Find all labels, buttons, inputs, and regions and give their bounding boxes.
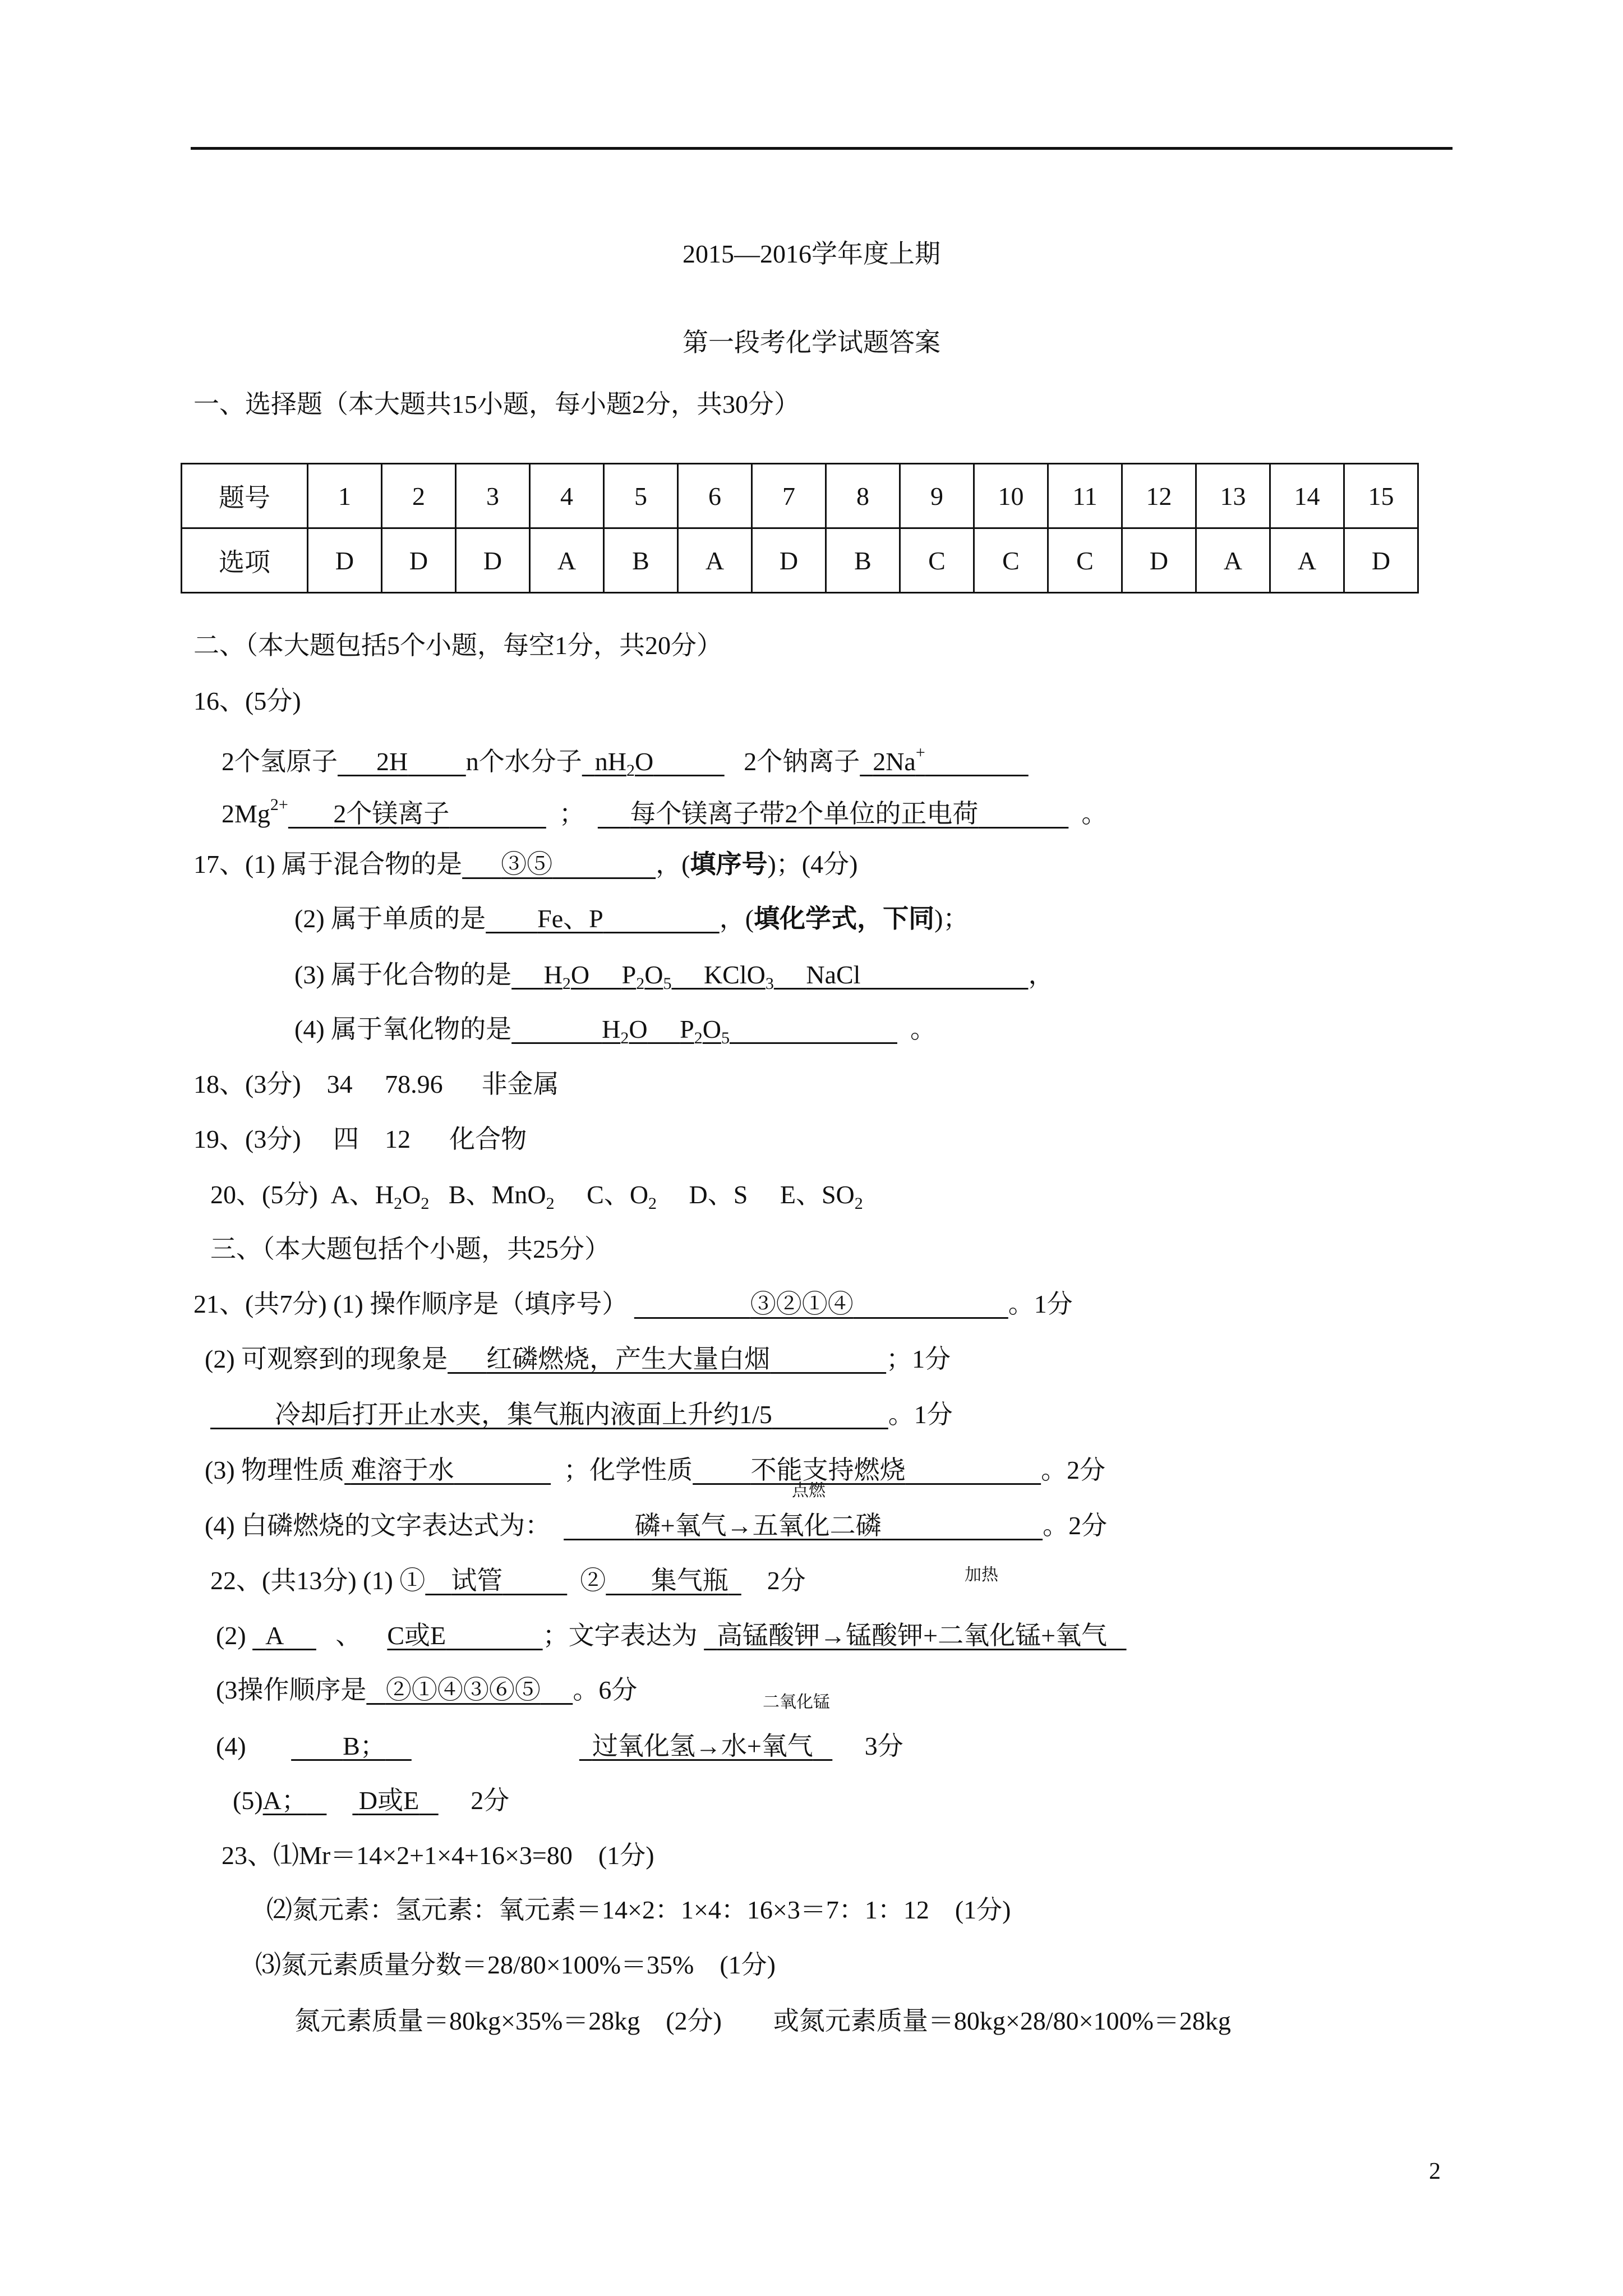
q22-line2 [216, 1623, 1127, 1649]
q16-line1 [222, 744, 1029, 779]
text: ；1分 [886, 1345, 951, 1373]
subscript: 2 [620, 1029, 629, 1047]
superscript: + [915, 743, 925, 762]
bold-text: 填序号 [690, 850, 768, 878]
q22-5-answer-a [263, 1786, 327, 1815]
table-cell: C [900, 528, 974, 593]
q21-line1 [193, 1291, 1073, 1317]
q17-line2 [294, 906, 969, 932]
row-label-answer: 选项 [182, 528, 308, 593]
answer-text: 集气瓶 [651, 1566, 728, 1595]
answer-text: O [634, 747, 654, 776]
answer-text: 过氧化氢→水+氧气 [592, 1732, 813, 1760]
q23-line2: ⑵氮元素：氢元素：氧元素＝14×2：1×4：16×3＝7：1：12 (1分) [266, 1895, 1011, 1924]
q17-4-answer [511, 1015, 897, 1047]
q18-answer-c: 非金属 [481, 1070, 559, 1098]
q17-1-answer [462, 850, 656, 878]
table-cell: C [1048, 528, 1122, 593]
q20-a: O [402, 1180, 421, 1209]
q17-3-prompt: (3) 属于化合物的是 [294, 960, 512, 989]
table-row-numbers [182, 464, 1418, 528]
table-cell: 15 [1344, 464, 1418, 528]
q16-a-answer [338, 747, 466, 776]
subscript: 2 [546, 1194, 555, 1213]
q20-e: E、SO [780, 1180, 855, 1209]
q19-answer-b: 12 [385, 1125, 411, 1153]
q21-4-answer [344, 1456, 551, 1484]
q21-line4 [205, 1457, 1105, 1483]
q22-line1 [210, 1568, 806, 1594]
q23-line3: ⑶氮元素质量分数＝28/80×100%＝35% (1分) [255, 1950, 776, 1979]
q16-c-answer [860, 743, 1029, 776]
table-cell: A [678, 528, 752, 593]
answer-text: nH [594, 747, 626, 776]
reaction-condition-heat: 加热 [965, 1566, 998, 1584]
text: ② [580, 1566, 606, 1595]
answer-text: 红磷燃烧，产生大量白烟 [486, 1345, 771, 1373]
q16-d-answer2 [598, 799, 1069, 828]
table-cell: 1 [308, 464, 382, 528]
answer-text: 2个镁离子 [333, 799, 450, 828]
table-cell: A [1270, 528, 1344, 593]
superscript: 2+ [270, 795, 288, 814]
table-cell: 8 [826, 464, 900, 528]
table-cell: 11 [1048, 464, 1122, 528]
formula: O [570, 960, 590, 989]
subscript: 2 [562, 974, 571, 993]
table-cell: 10 [974, 464, 1048, 528]
text: ；化学性质 [564, 1456, 693, 1484]
table-cell: 14 [1270, 464, 1344, 528]
q22-line5 [233, 1788, 509, 1814]
q22-2-answer-a [252, 1621, 316, 1650]
q16-b-prompt: n个水分子 [465, 747, 582, 776]
section2-heading: 二、（本大题包括5个小题，每空1分，共20分） [193, 631, 722, 660]
answer-text: ③②①④ [750, 1290, 854, 1318]
q21-line5 [205, 1513, 1107, 1539]
q22-2-answer-eq [704, 1621, 1126, 1650]
q22-3-answer [366, 1676, 573, 1704]
formula: O [629, 1015, 648, 1043]
formula: H [543, 960, 562, 989]
page-number: 2 [1429, 2159, 1441, 2184]
formula: P [680, 1015, 694, 1043]
text: )； [934, 904, 969, 933]
q22-4-answer-a [291, 1732, 412, 1760]
q21-3-prompt: (3) 物理性质 [205, 1456, 345, 1484]
table-cell: 3 [456, 464, 530, 528]
subscript: 2 [636, 974, 645, 993]
table-cell: D [1344, 528, 1418, 593]
q17-2-prompt: (2) 属于单质的是 [294, 904, 486, 933]
formula: KClO [703, 960, 766, 989]
text: ，( [656, 850, 690, 878]
q22-1-answer-a [425, 1566, 567, 1595]
answer-text: 2H [376, 747, 408, 776]
reaction-condition-catalyst: 二氧化锰 [763, 1693, 830, 1711]
q18-line [193, 1071, 559, 1097]
text: 。2分 [1041, 1456, 1106, 1484]
section3-heading: 三、（本大题包括个小题，共25分） [210, 1235, 610, 1263]
text: 。1分 [888, 1400, 953, 1429]
q23-line1: 23、⑴Mr＝14×2+1×4+16×3=80 (1分) [222, 1841, 654, 1870]
reaction-condition-ignite: 点燃 [792, 1481, 826, 1500]
q22-3-prompt: (3操作顺序是 [216, 1676, 367, 1704]
table-cell: B [826, 528, 900, 593]
text: 。2分 [1043, 1511, 1108, 1540]
q21-line2 [205, 1346, 951, 1372]
table-cell: 7 [752, 464, 826, 528]
subscript: 2 [626, 761, 635, 780]
q21-5-answer [564, 1511, 1043, 1540]
table-cell: B [604, 528, 678, 593]
q22-line4 [216, 1733, 903, 1759]
q19-answer-a: 四 [333, 1125, 359, 1153]
table-cell: D [382, 528, 456, 593]
text: 3分 [864, 1732, 903, 1760]
text: ；文字表达为 [542, 1621, 698, 1650]
table-cell: D [308, 528, 382, 593]
q23-line4: 氮元素质量＝80kg×35%＝28kg (2分) 或氮元素质量＝80kg×28/80×100%＝28kg [294, 2007, 1231, 2035]
table-cell: 9 [900, 464, 974, 528]
table-cell: D [752, 528, 826, 593]
q19-answer-c: 化合物 [449, 1125, 527, 1153]
table-cell: 13 [1196, 464, 1270, 528]
table-cell: D [1122, 528, 1196, 593]
q19-line [193, 1126, 527, 1152]
subscript: 5 [721, 1029, 730, 1047]
subscript: 5 [663, 974, 672, 993]
q16-c-prompt: 2个钠离子 [744, 747, 860, 776]
table-cell: 12 [1122, 464, 1196, 528]
subscript: 2 [421, 1194, 430, 1213]
q16-b-answer [582, 747, 725, 780]
q17-line1 [193, 852, 857, 877]
table-cell: A [1196, 528, 1270, 593]
answer-text: B； [343, 1732, 386, 1760]
q20-line [210, 1182, 863, 1212]
answer-text: D或E [358, 1786, 419, 1815]
q21-line3 [210, 1402, 953, 1428]
formula: H [602, 1015, 621, 1043]
table-cell: D [456, 528, 530, 593]
bold-text: 填化学式，下同 [754, 904, 935, 933]
text: 。 [910, 1015, 936, 1043]
header-year: 2015—2016学年度上期 [683, 240, 940, 268]
answer-text: 不能支持燃烧 [750, 1456, 906, 1484]
text: ， [1028, 960, 1054, 989]
formula: NaCl [806, 960, 861, 989]
formula: O [702, 1015, 721, 1043]
table-cell: 6 [678, 464, 752, 528]
subscript: 2 [648, 1194, 657, 1213]
end-mark: 。 [1081, 799, 1108, 828]
q20-d: D、S [689, 1180, 748, 1209]
q16-d-answer1 [288, 799, 546, 828]
text: ，( [719, 904, 754, 933]
formula: O [644, 960, 663, 989]
q20-a: A、H [330, 1180, 394, 1209]
q21-3-answer [210, 1400, 888, 1429]
q17-line3 [294, 962, 1054, 992]
text: )；(4分) [767, 850, 858, 878]
q21-1-answer [634, 1290, 1008, 1318]
q16-a-prompt: 2个氢原子 [222, 747, 338, 776]
row-label-number: 题号 [182, 464, 308, 528]
q18-answer-b: 78.96 [385, 1070, 443, 1098]
section1-heading: 一、选择题（本大题共15小题，每小题2分，共30分） [193, 390, 800, 418]
answer-text: Fe、P [537, 904, 603, 933]
q22-1-answer-b [606, 1566, 741, 1595]
page-title: 第一段考化学试题答案 [683, 328, 940, 357]
table-cell: C [974, 528, 1048, 593]
q22-4-answer-eq [579, 1732, 832, 1760]
q22-1-prompt: 22、(共13分) (1) ① [210, 1566, 426, 1595]
q17-3-answer [511, 960, 1028, 993]
q17-line4 [294, 1016, 936, 1047]
answer-text: 高锰酸钾→锰酸钾+二氧化锰+氧气 [717, 1621, 1108, 1650]
answer-text: ③⑤ [501, 850, 553, 878]
q21-2-answer [448, 1345, 886, 1373]
q18-answer-a: 34 [326, 1070, 353, 1098]
answer-text: A [265, 1621, 284, 1650]
q17-4-prompt: (4) 属于氧化物的是 [294, 1015, 512, 1043]
q20-label: 20、(5分) [210, 1180, 318, 1209]
answer-text: 试管 [451, 1566, 503, 1595]
q21-2-prompt: (2) 可观察到的现象是 [205, 1345, 448, 1373]
table-cell: 4 [530, 464, 604, 528]
text: 2分 [471, 1786, 510, 1815]
table-cell: A [530, 528, 604, 593]
answer-text: 2Na [873, 747, 916, 776]
answer-text: C或E [387, 1621, 446, 1650]
subscript: 2 [854, 1194, 863, 1213]
q21-4-answer2 [693, 1456, 1041, 1484]
q22-5-prompt: (5) [233, 1786, 263, 1815]
answer-text: 每个镁离子带2个单位的正电荷 [630, 799, 979, 828]
q20-c: C、O [587, 1180, 649, 1209]
subscript: 2 [694, 1029, 703, 1047]
q22-line3 [216, 1677, 637, 1703]
answer-text: ②①④③⑥⑤ [385, 1676, 541, 1704]
answer-text: 冷却后打开止水夹，集气瓶内液面上升约1/5 [275, 1400, 772, 1429]
table-row-answers [182, 528, 1418, 593]
separator: ； [559, 799, 585, 828]
q17-1-prompt: 17、(1) 属于混合物的是 [193, 850, 463, 878]
q18-label: 18、(3分) [193, 1070, 301, 1098]
subscript: 3 [765, 974, 774, 993]
answer-text: 磷+氧气→五氧化二磷 [634, 1511, 882, 1540]
q16-d-prompt: 2Mg [222, 799, 270, 828]
answer-text: A； [262, 1786, 307, 1815]
text: 2分 [767, 1566, 806, 1595]
q16-line2 [222, 797, 1107, 827]
answer-table [181, 463, 1419, 593]
q17-2-answer [486, 904, 720, 933]
q20-b: B、MnO [448, 1180, 546, 1209]
text: 。6分 [573, 1676, 638, 1704]
q22-4-prompt: (4) [216, 1732, 246, 1760]
q16-label: 16、(5分) [193, 687, 301, 715]
text: 、 [335, 1621, 362, 1650]
q19-label: 19、(3分) [193, 1125, 301, 1153]
q21-1-prompt: 21、(共7分) (1) 操作顺序是（填序号） [193, 1290, 628, 1318]
q22-2-prompt: (2) [216, 1621, 246, 1650]
q22-5-answer-b [352, 1786, 438, 1815]
table-cell: 5 [604, 464, 678, 528]
q22-2-answer-b [387, 1621, 542, 1650]
formula: P [621, 960, 637, 989]
text: 。1分 [1008, 1290, 1073, 1318]
answer-text: 难溶于水 [351, 1456, 454, 1484]
table-cell: 2 [382, 464, 456, 528]
subscript: 2 [394, 1194, 403, 1213]
q21-4-prompt: (4) 白磷燃烧的文字表达式为： [205, 1511, 551, 1540]
top-rule [191, 147, 1453, 150]
